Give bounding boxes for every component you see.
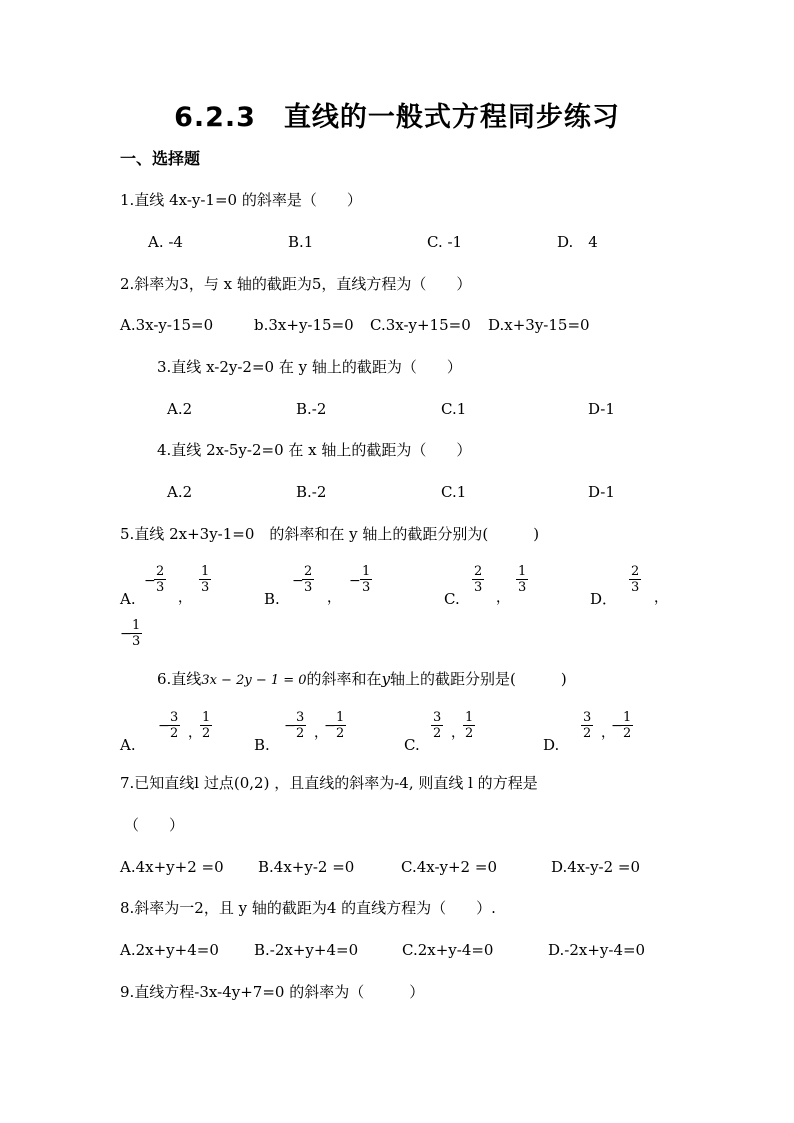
- q6-c-comma: ，: [451, 725, 465, 741]
- q5-d-comma: ，: [654, 590, 668, 606]
- q6-var-y: y: [381, 670, 391, 688]
- q5-b-comma: ，: [327, 590, 341, 606]
- q6-option-b-label: B.: [254, 736, 270, 754]
- q6-a-fraction-2: $\frac{1}{2}$: [202, 710, 211, 741]
- q3-option-c: C.1: [441, 400, 467, 418]
- q6-option-d-label: D.: [543, 736, 560, 754]
- q3-option-b: B.-2: [296, 400, 327, 418]
- q6-prefix: 6.直线: [157, 670, 202, 688]
- q7-option-a: A.4x+y+2 =0: [120, 858, 224, 876]
- q5-a-minus: −: [144, 573, 156, 589]
- q6-a-fraction-1: $\frac{3}{2}$: [170, 710, 179, 741]
- question-6-stem: [157, 669, 567, 691]
- q6-d-fraction-1: $\frac{3}{2}$: [583, 710, 592, 741]
- q5-a-comma: ，: [178, 590, 192, 606]
- q8-option-b: B.-2x+y+4=0: [254, 941, 359, 959]
- q6-b-fraction-1: $\frac{3}{2}$: [296, 710, 305, 741]
- q5-b-fraction-2: $\frac{1}{3}$: [362, 564, 371, 595]
- q3-option-a: A.2: [167, 400, 193, 418]
- q5-d-minus: −: [120, 626, 132, 642]
- q7-option-d: D.4x-y-2 =0: [551, 858, 641, 876]
- q6-a-comma: ，: [188, 725, 202, 741]
- q2-option-d: D.x+3y-15=0: [488, 316, 590, 334]
- q7-option-b: B.4x+y-2 =0: [258, 858, 355, 876]
- q6-option-a-label: A.: [120, 736, 136, 754]
- q8-option-a: A.2x+y+4=0: [120, 941, 219, 959]
- page-title: 6.2.3 直线的一般式方程同步练习: [174, 102, 620, 133]
- q2-option-b: b.3x+y-15=0: [254, 316, 354, 334]
- q5-option-d-label: D．: [590, 590, 618, 608]
- q6-c-fraction-2: $\frac{1}{2}$: [465, 710, 474, 741]
- q6-a-minus: −: [158, 718, 170, 734]
- q5-a-fraction-2: $\frac{1}{3}$: [201, 564, 210, 595]
- section-heading: 一、选择题: [120, 149, 201, 168]
- q5-option-b-label: B.: [264, 590, 280, 608]
- question-1-stem: 1.直线 4x-y-1=0 的斜率是（ ）: [120, 191, 362, 209]
- q1-option-b: B.1: [288, 233, 314, 251]
- q5-b-minus: −: [292, 573, 304, 589]
- q3-option-d: D-1: [588, 400, 615, 418]
- q6-b-comma: ，: [314, 725, 328, 741]
- q4-option-c: C.1: [441, 483, 467, 501]
- q5-d-fraction-1: $\frac{2}{3}$: [631, 564, 640, 595]
- question-8-stem: 8.斜率为一2，且 y 轴的截距为4 的直线方程为（ ）.: [120, 899, 496, 917]
- q6-option-c-label: C.: [404, 736, 420, 754]
- q6-equation: 3x − 2y − 1 = 0: [201, 673, 307, 688]
- q5-b-minus-2: −: [349, 573, 361, 589]
- q5-c-fraction-2: $\frac{1}{3}$: [518, 564, 527, 595]
- q6-d-comma: ，: [601, 725, 615, 741]
- q5-option-c-label: C.: [444, 590, 460, 608]
- question-9-stem: 9.直线方程-3x-4y+7=0 的斜率为（ ）: [120, 983, 425, 1001]
- q5-c-comma: ，: [496, 590, 510, 606]
- q6-suffix-b: 轴上的截距分别是( ): [390, 670, 567, 688]
- q6-suffix-a: 的斜率和在: [306, 670, 382, 688]
- question-2-stem: 2.斜率为3，与 x 轴的截距为5，直线方程为（ ）: [120, 275, 472, 293]
- q1-option-c: C. -1: [427, 233, 463, 251]
- q2-option-a: A.3x-y-15=0: [120, 316, 214, 334]
- q4-option-a: A.2: [167, 483, 193, 501]
- q4-option-d: D-1: [588, 483, 615, 501]
- q2-option-c: C.3x-y+15=0: [370, 316, 471, 334]
- q5-c-fraction-1: $\frac{2}{3}$: [474, 564, 483, 595]
- q5-d-fraction-2: $\frac{1}{3}$: [132, 618, 141, 649]
- q5-b-fraction-1: $\frac{2}{3}$: [304, 564, 313, 595]
- q5-a-fraction-1: $\frac{2}{3}$: [156, 564, 165, 595]
- q8-option-d: D.-2x+y-4=0: [548, 941, 646, 959]
- question-4-stem: 4.直线 2x-5y-2=0 在 x 轴上的截距为（ ）: [157, 441, 472, 459]
- q6-b-minus: −: [284, 718, 296, 734]
- q6-c-fraction-1: $\frac{3}{2}$: [433, 710, 442, 741]
- q6-d-fraction-2: $\frac{1}{2}$: [623, 710, 632, 741]
- q1-option-d: D. 4: [557, 233, 598, 251]
- q1-option-a: A. -4: [148, 233, 183, 251]
- q7-option-c: C.4x-y+2 =0: [401, 858, 497, 876]
- q6-b-minus-2: −: [324, 718, 336, 734]
- q7-answer-paren: （ ）: [124, 816, 185, 834]
- q6-d-minus: −: [611, 718, 623, 734]
- q8-option-c: C.2x+y-4=0: [402, 941, 494, 959]
- q5-option-a-label: A.: [120, 590, 136, 608]
- question-7-stem: 7.已知直线l 过点(0,2) ，且直线的斜率为-4, 则直线 l 的方程是: [120, 774, 538, 792]
- q6-b-fraction-2: $\frac{1}{2}$: [336, 710, 345, 741]
- question-3-stem: 3.直线 x-2y-2=0 在 y 轴上的截距为（ ）: [157, 358, 462, 376]
- q4-option-b: B.-2: [296, 483, 327, 501]
- question-5-stem: 5.直线 2x+3y-1=0 的斜率和在 y 轴上的截距分别为( ): [120, 525, 540, 543]
